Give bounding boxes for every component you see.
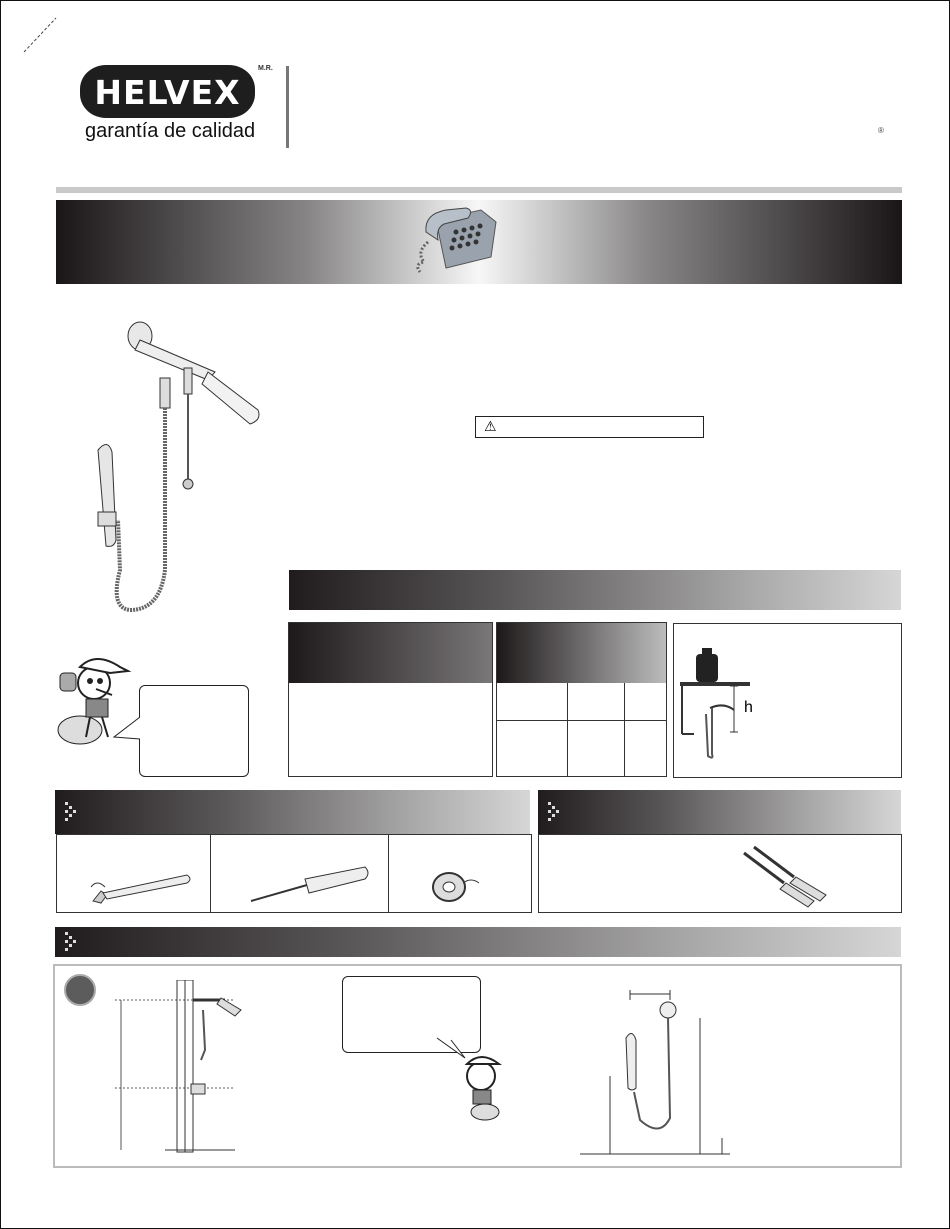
- hand-shower-icon: [90, 320, 275, 620]
- adjustable-wrench-icon: [87, 865, 197, 905]
- screwdriver-icon: [247, 865, 377, 905]
- telephone-icon: [396, 202, 506, 282]
- screws-and-anchors-icon: [734, 843, 844, 909]
- height-label: h: [744, 699, 753, 716]
- registered-mark: ®: [878, 126, 884, 135]
- table-col-divider: [624, 683, 625, 776]
- wall-installation-diagram: [105, 980, 305, 1160]
- spec-box-1: [288, 622, 493, 777]
- bubble-tail: [110, 715, 142, 745]
- section-header-installation: [55, 927, 901, 957]
- tools-panel: [56, 834, 532, 913]
- plumber-mascot-icon: [50, 645, 140, 765]
- crop-mark: [20, 14, 60, 54]
- brand-tagline: garantía de calidad: [85, 120, 256, 142]
- dimension-diagram: [580, 988, 780, 1158]
- header-rule: [56, 187, 902, 193]
- warning-triangle-icon: ⚠: [484, 418, 497, 434]
- installation-height-box: [673, 623, 902, 778]
- section-header-tools: [55, 790, 530, 834]
- teflon-tape-icon: [427, 865, 487, 905]
- tool-divider: [210, 835, 211, 912]
- accessories-panel: [538, 834, 902, 913]
- tool-divider: [388, 835, 389, 912]
- pressure-table: [496, 622, 667, 777]
- installation-step-frame: [53, 964, 902, 1168]
- section-header-specs: [289, 570, 901, 610]
- water-heater-icon: [674, 624, 901, 777]
- trademark-mark: M.R.: [258, 65, 273, 72]
- arrow-dots-icon: [63, 930, 83, 954]
- header-divider: [286, 66, 289, 148]
- helvex-logo: [80, 65, 255, 118]
- contact-banner: [56, 200, 902, 284]
- table-row-divider: [497, 720, 666, 721]
- arrow-dots-icon: [63, 800, 83, 830]
- arrow-dots-icon: [546, 800, 566, 830]
- step-number-badge: [64, 974, 96, 1006]
- pressure-table-header: [497, 623, 666, 683]
- logo-wordmark: HELVEX: [94, 73, 241, 112]
- section-header-accessories: [538, 790, 901, 834]
- mascot-speech-bubble: [139, 685, 249, 777]
- warning-box: [475, 416, 704, 438]
- spec-box-1-header: [289, 623, 492, 683]
- plumber-mascot-icon: [435, 1036, 515, 1126]
- table-col-divider: [567, 683, 568, 776]
